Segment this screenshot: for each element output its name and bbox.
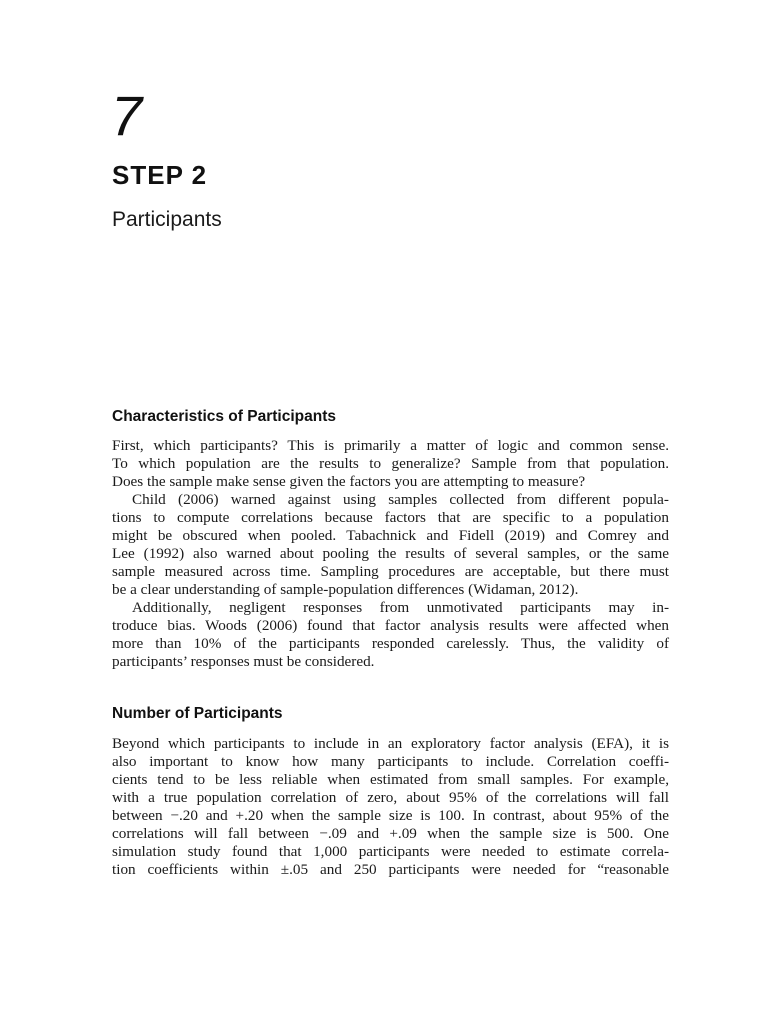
text-line: Additionally, negligent responses from unmotivated participants may in- — [132, 599, 669, 616]
text-line: Lee (1992) also warned about pooling the results of several samples, or the same — [112, 545, 669, 562]
text-line: more than 10% of the participants responded carelessly. Thus, the validity of — [112, 635, 669, 652]
text-line: simulation study found that 1,000 participants were needed to estimate correla- — [112, 843, 669, 860]
text-line: Child (2006) warned against using samples collected from different popula- — [132, 491, 669, 508]
text-line: First, which participants? This is primarily a matter of logic and common sense. — [112, 437, 669, 454]
text-line: participants’ responses must be considered. — [112, 653, 375, 670]
paragraph — [112, 599, 669, 671]
chapter-step-title: STEP 2 — [112, 160, 208, 190]
text-line: be a clear understanding of sample-population differences (Widaman, 2012). — [112, 581, 579, 598]
text-line: Does the sample make sense given the factors you are attempting to measure? — [112, 473, 586, 490]
section-body-characteristics — [112, 437, 669, 671]
text-line: Beyond which participants to include in an exploratory factor analysis (EFA), it is — [112, 735, 669, 752]
section-heading-number: Number of Participants — [112, 705, 283, 722]
text-line: cients tend to be less reliable when estimated from small samples. For example, — [112, 771, 669, 788]
text-line: between −.20 and +.20 when the sample size is 100. In contrast, about 95% of the — [112, 807, 669, 824]
text-line: sample measured across time. Sampling procedures are acceptable, but there must — [112, 563, 669, 580]
text-line: might be obscured when pooled. Tabachnick and Fidell (2019) and Comrey and — [112, 527, 669, 544]
chapter-number: 7 — [111, 84, 143, 147]
text-line: To which population are the results to generalize? Sample from that population. — [112, 455, 669, 472]
paragraph — [112, 735, 669, 879]
paragraph — [112, 437, 669, 491]
text-line: tion coefficients within ±.05 and 250 participants were needed for “reasonable — [112, 861, 669, 878]
section-heading-characteristics: Characteristics of Participants — [112, 408, 336, 425]
text-line: with a true population correlation of zero, about 95% of the correlations will fall — [112, 789, 669, 806]
section-body-number — [112, 735, 669, 879]
text-line: tions to compute correlations because factors that are specific to a population — [112, 509, 669, 526]
chapter-subtitle: Participants — [112, 208, 222, 231]
text-line: correlations will fall between −.09 and +.09 when the sample size is 500. One — [112, 825, 669, 842]
text-line: also important to know how many participants to include. Correlation coeffi- — [112, 753, 669, 770]
text-line: troduce bias. Woods (2006) found that factor analysis results were affected when — [112, 617, 669, 634]
paragraph — [112, 491, 669, 599]
